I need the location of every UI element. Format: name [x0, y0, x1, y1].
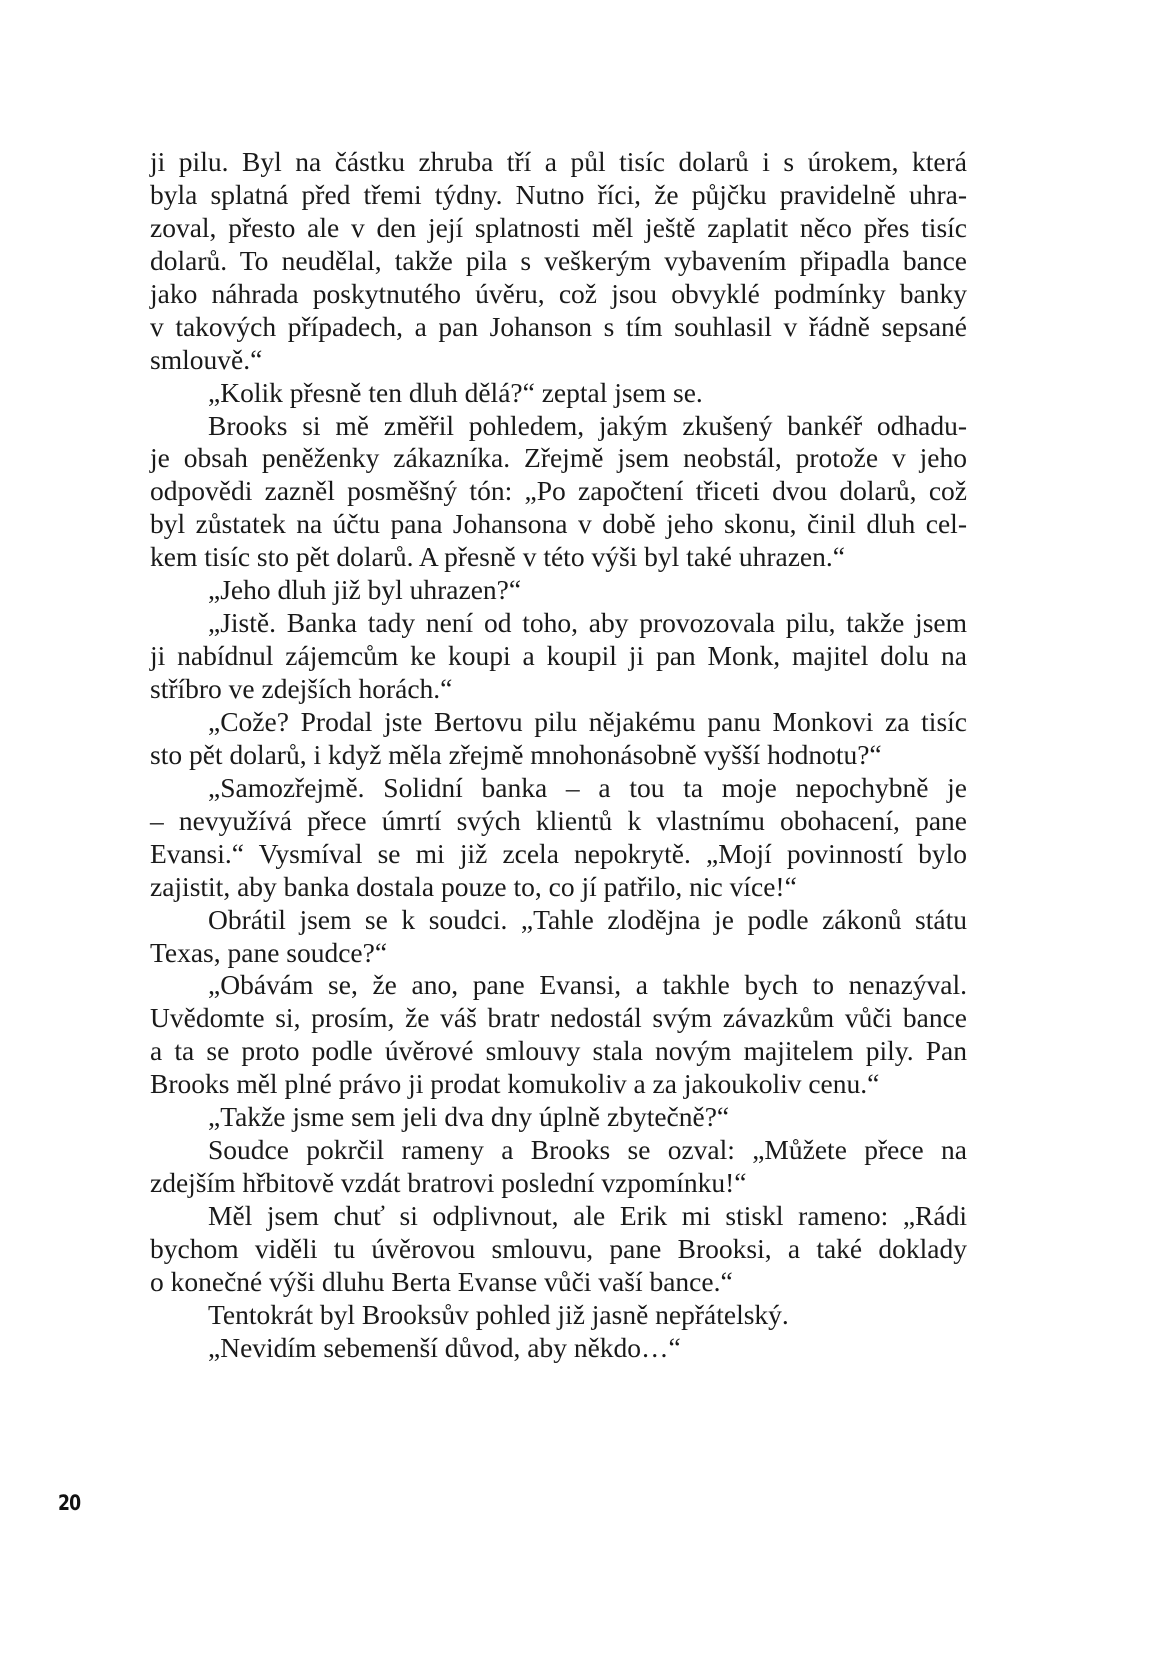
text-line: byla splatná před třemi týdny. Nutno říci, že půjčku pravidelně uhra- [150, 178, 967, 210]
text-line: „Cože? Prodal jste Bertovu pilu nějakému panu Monkovi za tisíc [208, 705, 967, 737]
text-line: – nevyužívá přece úmrtí svých klientů k vlastnímu obohacení, pane [150, 804, 967, 836]
text-line: dolarů. To neudělal, takže pila s veškerým vybavením připadla bance [150, 244, 967, 276]
text-line: ji pilu. Byl na částku zhruba tří a půl tisíc dolarů i s úrokem, která [150, 146, 967, 177]
text-line: Soudce pokrčil rameny a Brooks se ozval: „Můžete přece na [208, 1134, 967, 1166]
text-line: „Obávám se, že ano, pane Evansi, a takhle bych to nenazýval. [208, 969, 967, 1001]
text-line: Texas, pane soudce?“ [150, 936, 388, 968]
text-line: smlouvě.“ [150, 343, 263, 375]
text-line: Tentokrát byl Brooksův pohled již jasně nepřátelský. [208, 1298, 789, 1330]
text-line: v takových případech, a pan Johanson s tím souhlasil v řádně sepsané [150, 310, 967, 342]
text-line: Brooks měl plné právo ji prodat komukoliv a za jakoukoliv cenu.“ [150, 1068, 880, 1100]
text-line: „Jistě. Banka tady není od toho, aby provozovala pilu, takže jsem [208, 607, 967, 639]
text-line: „Nevidím sebemenší důvod, aby někdo…“ [208, 1331, 681, 1363]
body-text [150, 146, 967, 1365]
text-line: Evansi.“ Vysmíval se mi již zcela nepokrytě. „Mojí povinností bylo [150, 837, 967, 869]
text-line: Uvědomte si, prosím, že váš bratr nedostál svým závazkům vůči bance [150, 1002, 967, 1034]
text-line: zajistit, aby banka dostala pouze to, co jí patřilo, nic více!“ [150, 870, 797, 902]
text-line: o konečné výši dluhu Berta Evanse vůči vaší bance.“ [150, 1265, 733, 1297]
text-line: Měl jsem chuť si odplivnout, ale Erik mi stiskl rameno: „Rádi [208, 1200, 967, 1231]
text-line: „Takže jsme sem jeli dva dny úplně zbytečně?“ [208, 1101, 730, 1133]
text-line: „Jeho dluh již byl uhrazen?“ [208, 574, 522, 606]
text-line: zdejším hřbitově vzdát bratrovi poslední vzpomínku!“ [150, 1167, 747, 1199]
text-line: odpovědi zazněl posměšný tón: „Po započtení třiceti dvou dolarů, což [150, 475, 967, 507]
text-line: je obsah peněženky zákazníka. Zřejmě jsem neobstál, protože v jeho [150, 442, 967, 474]
text-line: „Kolik přesně ten dluh dělá?“ zeptal jsem se. [208, 376, 703, 408]
text-line: a ta se proto podle úvěrové smlouvy stala novým majitelem pily. Pan [150, 1035, 967, 1067]
text-line: Obrátil jsem se k soudci. „Tahle zlodějna je podle zákonů státu [208, 903, 967, 935]
text-line: jako náhrada poskytnutého úvěru, což jsou obvyklé podmínky banky [150, 277, 967, 309]
text-line: Brooks si mě změřil pohledem, jakým zkušený bankéř odhadu- [208, 409, 967, 441]
text-line: zoval, přesto ale v den její splatnosti měl ještě zaplatit něco přes tisíc [150, 211, 967, 243]
text-line: bychom viděli tu úvěrovou smlouvu, pane Brooksi, a také doklady [150, 1232, 967, 1264]
text-line: kem tisíc sto pět dolarů. A přesně v této výši byl také uhrazen.“ [150, 541, 845, 573]
page-number: 20 [58, 1491, 81, 1515]
text-line: stříbro ve zdejších horách.“ [150, 673, 453, 704]
text-line: ji nabídnul zájemcům ke koupi a koupil ji pan Monk, majitel dolu na [150, 640, 967, 672]
text-line: „Samozřejmě. Solidní banka – a tou ta moje nepochybně je [208, 771, 967, 803]
text-line: byl zůstatek na účtu pana Johansona v době jeho skonu, činil dluh cel- [150, 508, 967, 540]
text-line: sto pět dolarů, i když měla zřejmě mnohonásobně vyšší hodnotu?“ [150, 738, 882, 770]
